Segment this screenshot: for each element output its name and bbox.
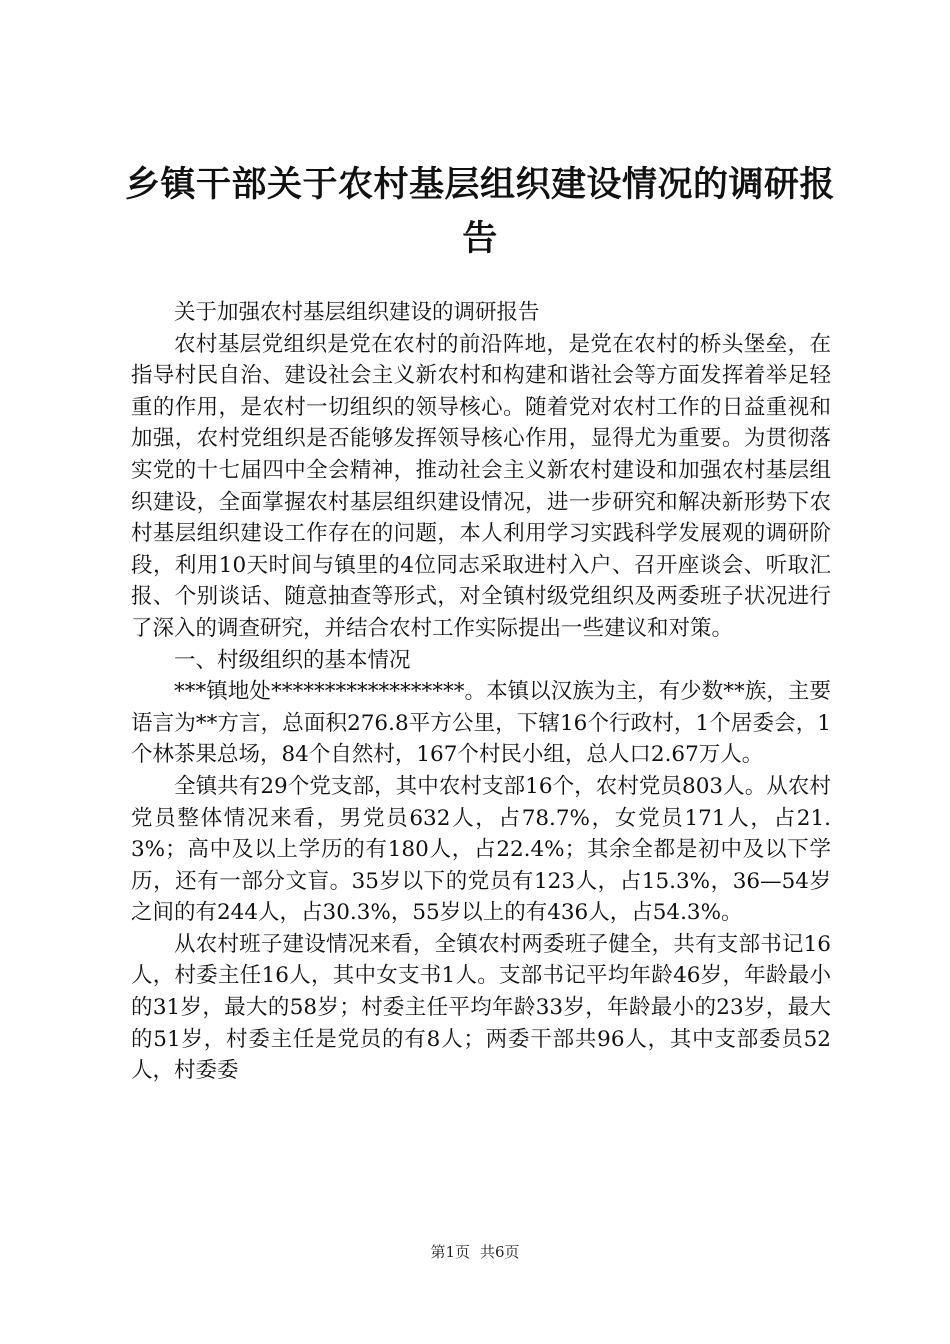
paragraph-village-committees: 从农村班子建设情况来看，全镇农村两委班子健全，共有支部书记16人，村委主任16人，其中女支书1人。支部书记平均年龄46岁，年龄最小的31岁，最大的58岁；村委主任平均年龄33岁，年龄最小的23岁，最大的51岁，村委主任是党员的有8人；两委干部共96人，其中支部委员52人，村委委: [131, 931, 831, 1084]
paragraph-party-members: 全镇共有29个党支部，其中农村支部16个，农村党员803人。从农村党员整体情况来看，男党员632人，占78.7%，女党员171人，占21.3%；高中及以上学历的有180人，占22.4%；其余全都是初中及以下学历，还有一部分文盲。35岁以下的党员有123人，占15.3%，36—54岁之间的有244人，占30.3%，55岁以上的有436人，占54.3%。: [131, 773, 831, 926]
paragraph-town-overview: ***镇地处******************。本镇以汉族为主，有少数**族，主要语言为**方言，总面积276.8平方公里，下辖16个行政村，1个居委会，1个林茶果总场，84个自然村，167个村民小组，总人口2.67万人。: [131, 679, 831, 768]
page-footer: [0, 1242, 950, 1262]
paragraph-introduction: 农村基层党组织是党在农村的前沿阵地，是党在农村的桥头堡垒，在指导村民自治、建设社会主义新农村和构建和谐社会等方面发挥着举足轻重的作用，是农村一切组织的领导核心。随着党对农村工作的日益重视和加强，农村党组织是否能够发挥领导核心作用，显得尤为重要。为贯彻落实党的十七届四中全会精神，推动社会主义新农村建设和加强农村基层组织建设，全面掌握农村基层组织建设情况，进一步研究和解决新形势下农村基层组织建设工作存在的问题，本人利用学习实践科学发展观的调研阶段，利用10天时间与镇里的4位同志采取进村入户、召开座谈会、听取汇报、个别谈话、随意抽查等形式，对全镇村级党组织及两委班子状况进行了深入的调查研究，并结合农村工作实际提出一些建议和对策。: [131, 331, 831, 641]
section-heading: 一、村级组织的基本情况: [174, 647, 411, 673]
document-body: [131, 297, 831, 1087]
page-number: 第1页: [430, 1243, 470, 1261]
document-title: [120, 158, 840, 266]
paragraph-subtitle: 关于加强农村基层组织建设的调研报告: [174, 300, 540, 325]
title-line-2: 告: [462, 219, 498, 259]
page-total: 共6页: [480, 1243, 520, 1261]
title-line-1: 乡镇干部关于农村基层组织建设情况的调研报: [124, 165, 835, 205]
